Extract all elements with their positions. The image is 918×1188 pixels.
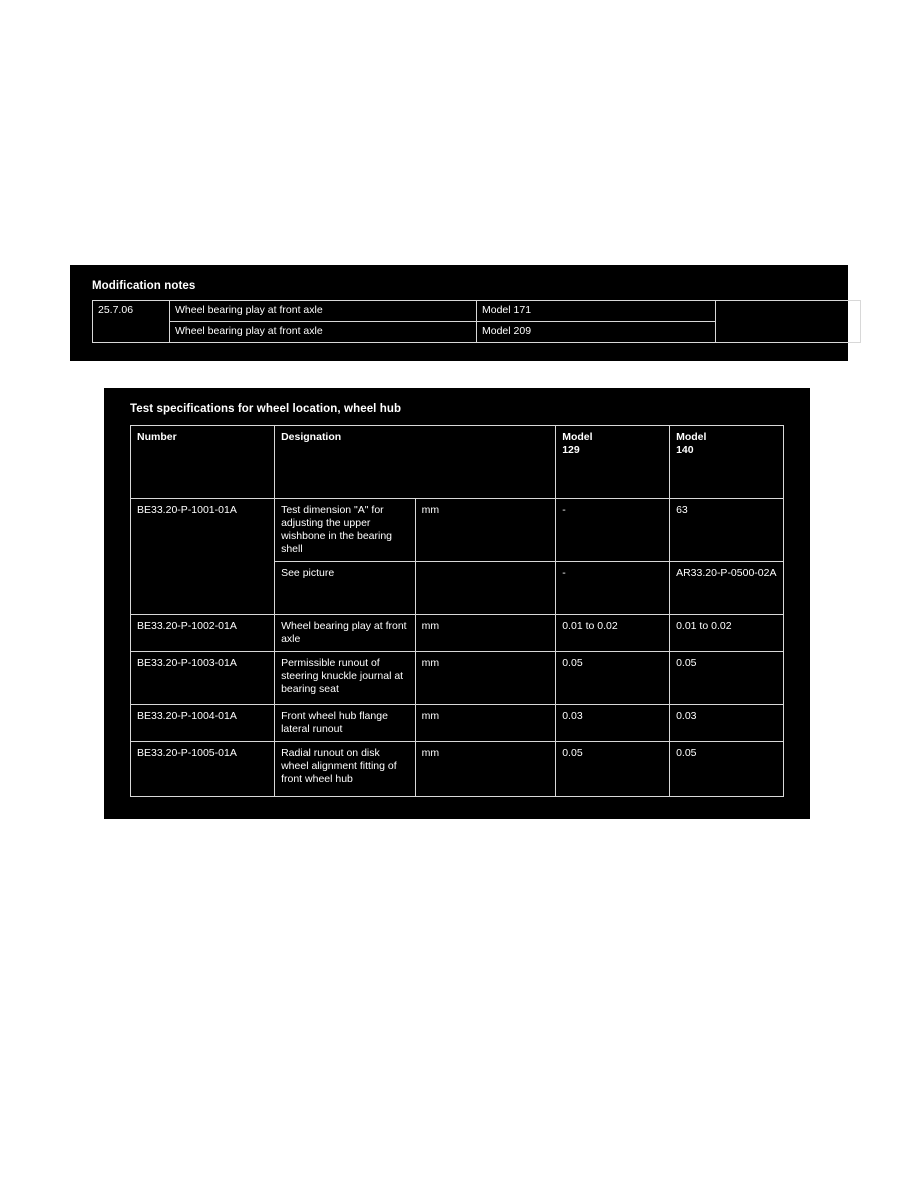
spec-unit: mm: [415, 499, 556, 562]
test-specifications-block: [104, 388, 810, 819]
spec-model-140: 63: [670, 499, 784, 562]
spec-designation: Radial runout on disk wheel alignment fitting of front wheel hub: [275, 742, 416, 797]
modification-date: 25.7.06: [93, 301, 170, 343]
column-header-model-140: [670, 426, 784, 499]
spec-number: BE33.20-P-1004-01A: [131, 705, 275, 742]
modification-change: Wheel bearing play at front axle: [170, 301, 477, 322]
spec-unit: mm: [415, 705, 556, 742]
spec-model-129: 0.03: [556, 705, 670, 742]
table-row: [131, 652, 784, 705]
spec-model-129: 0.05: [556, 742, 670, 797]
modification-notes-table: [92, 300, 861, 343]
modification-model: Model 209: [477, 322, 716, 343]
table-header-row: [131, 426, 784, 499]
spec-number: BE33.20-P-1001-01A: [131, 499, 275, 615]
spec-model-129: -: [556, 562, 670, 615]
column-header-number: Number: [131, 426, 275, 499]
model-140-line1: Model: [676, 431, 707, 443]
modification-change: Wheel bearing play at front axle: [170, 322, 477, 343]
spec-designation: Test dimension "A" for adjusting the upper wishbone in the bearing shell: [275, 499, 416, 562]
column-header-designation: Designation: [275, 426, 556, 499]
spec-model-129: 0.05: [556, 652, 670, 705]
spec-model-140: AR33.20-P-0500-02A: [670, 562, 784, 615]
modification-notes-title: Modification notes: [92, 280, 196, 292]
spec-model-140: 0.01 to 0.02: [670, 615, 784, 652]
model-129-line2: 129: [562, 444, 580, 456]
spec-number: BE33.20-P-1002-01A: [131, 615, 275, 652]
table-row: [131, 615, 784, 652]
spec-designation: Permissible runout of steering knuckle journal at bearing seat: [275, 652, 416, 705]
block-padding: [104, 797, 810, 819]
modification-extra: [716, 301, 861, 343]
spec-number: BE33.20-P-1003-01A: [131, 652, 275, 705]
table-row: [131, 742, 784, 797]
spec-unit: mm: [415, 742, 556, 797]
spec-model-129: -: [556, 499, 670, 562]
spec-picture-reference: See picture: [275, 562, 416, 615]
model-140-line2: 140: [676, 444, 694, 456]
spec-model-140: 0.05: [670, 742, 784, 797]
table-row: [93, 301, 861, 322]
spec-designation: Wheel bearing play at front axle: [275, 615, 416, 652]
table-row: [131, 705, 784, 742]
spec-model-140: 0.05: [670, 652, 784, 705]
modification-model: Model 171: [477, 301, 716, 322]
spec-model-129: 0.01 to 0.02: [556, 615, 670, 652]
spec-unit: [415, 562, 556, 615]
spec-unit: mm: [415, 615, 556, 652]
block-padding: [70, 343, 848, 361]
modification-notes-block: [70, 265, 848, 361]
test-specifications-table: [130, 425, 784, 797]
spec-designation: Front wheel hub flange lateral runout: [275, 705, 416, 742]
column-header-model-129: [556, 426, 670, 499]
spec-number: BE33.20-P-1005-01A: [131, 742, 275, 797]
model-129-line1: Model: [562, 431, 593, 443]
spec-unit: mm: [415, 652, 556, 705]
table-row: [131, 499, 784, 562]
spec-model-140: 0.03: [670, 705, 784, 742]
test-specifications-title: Test specifications for wheel location, wheel hub: [130, 403, 402, 415]
